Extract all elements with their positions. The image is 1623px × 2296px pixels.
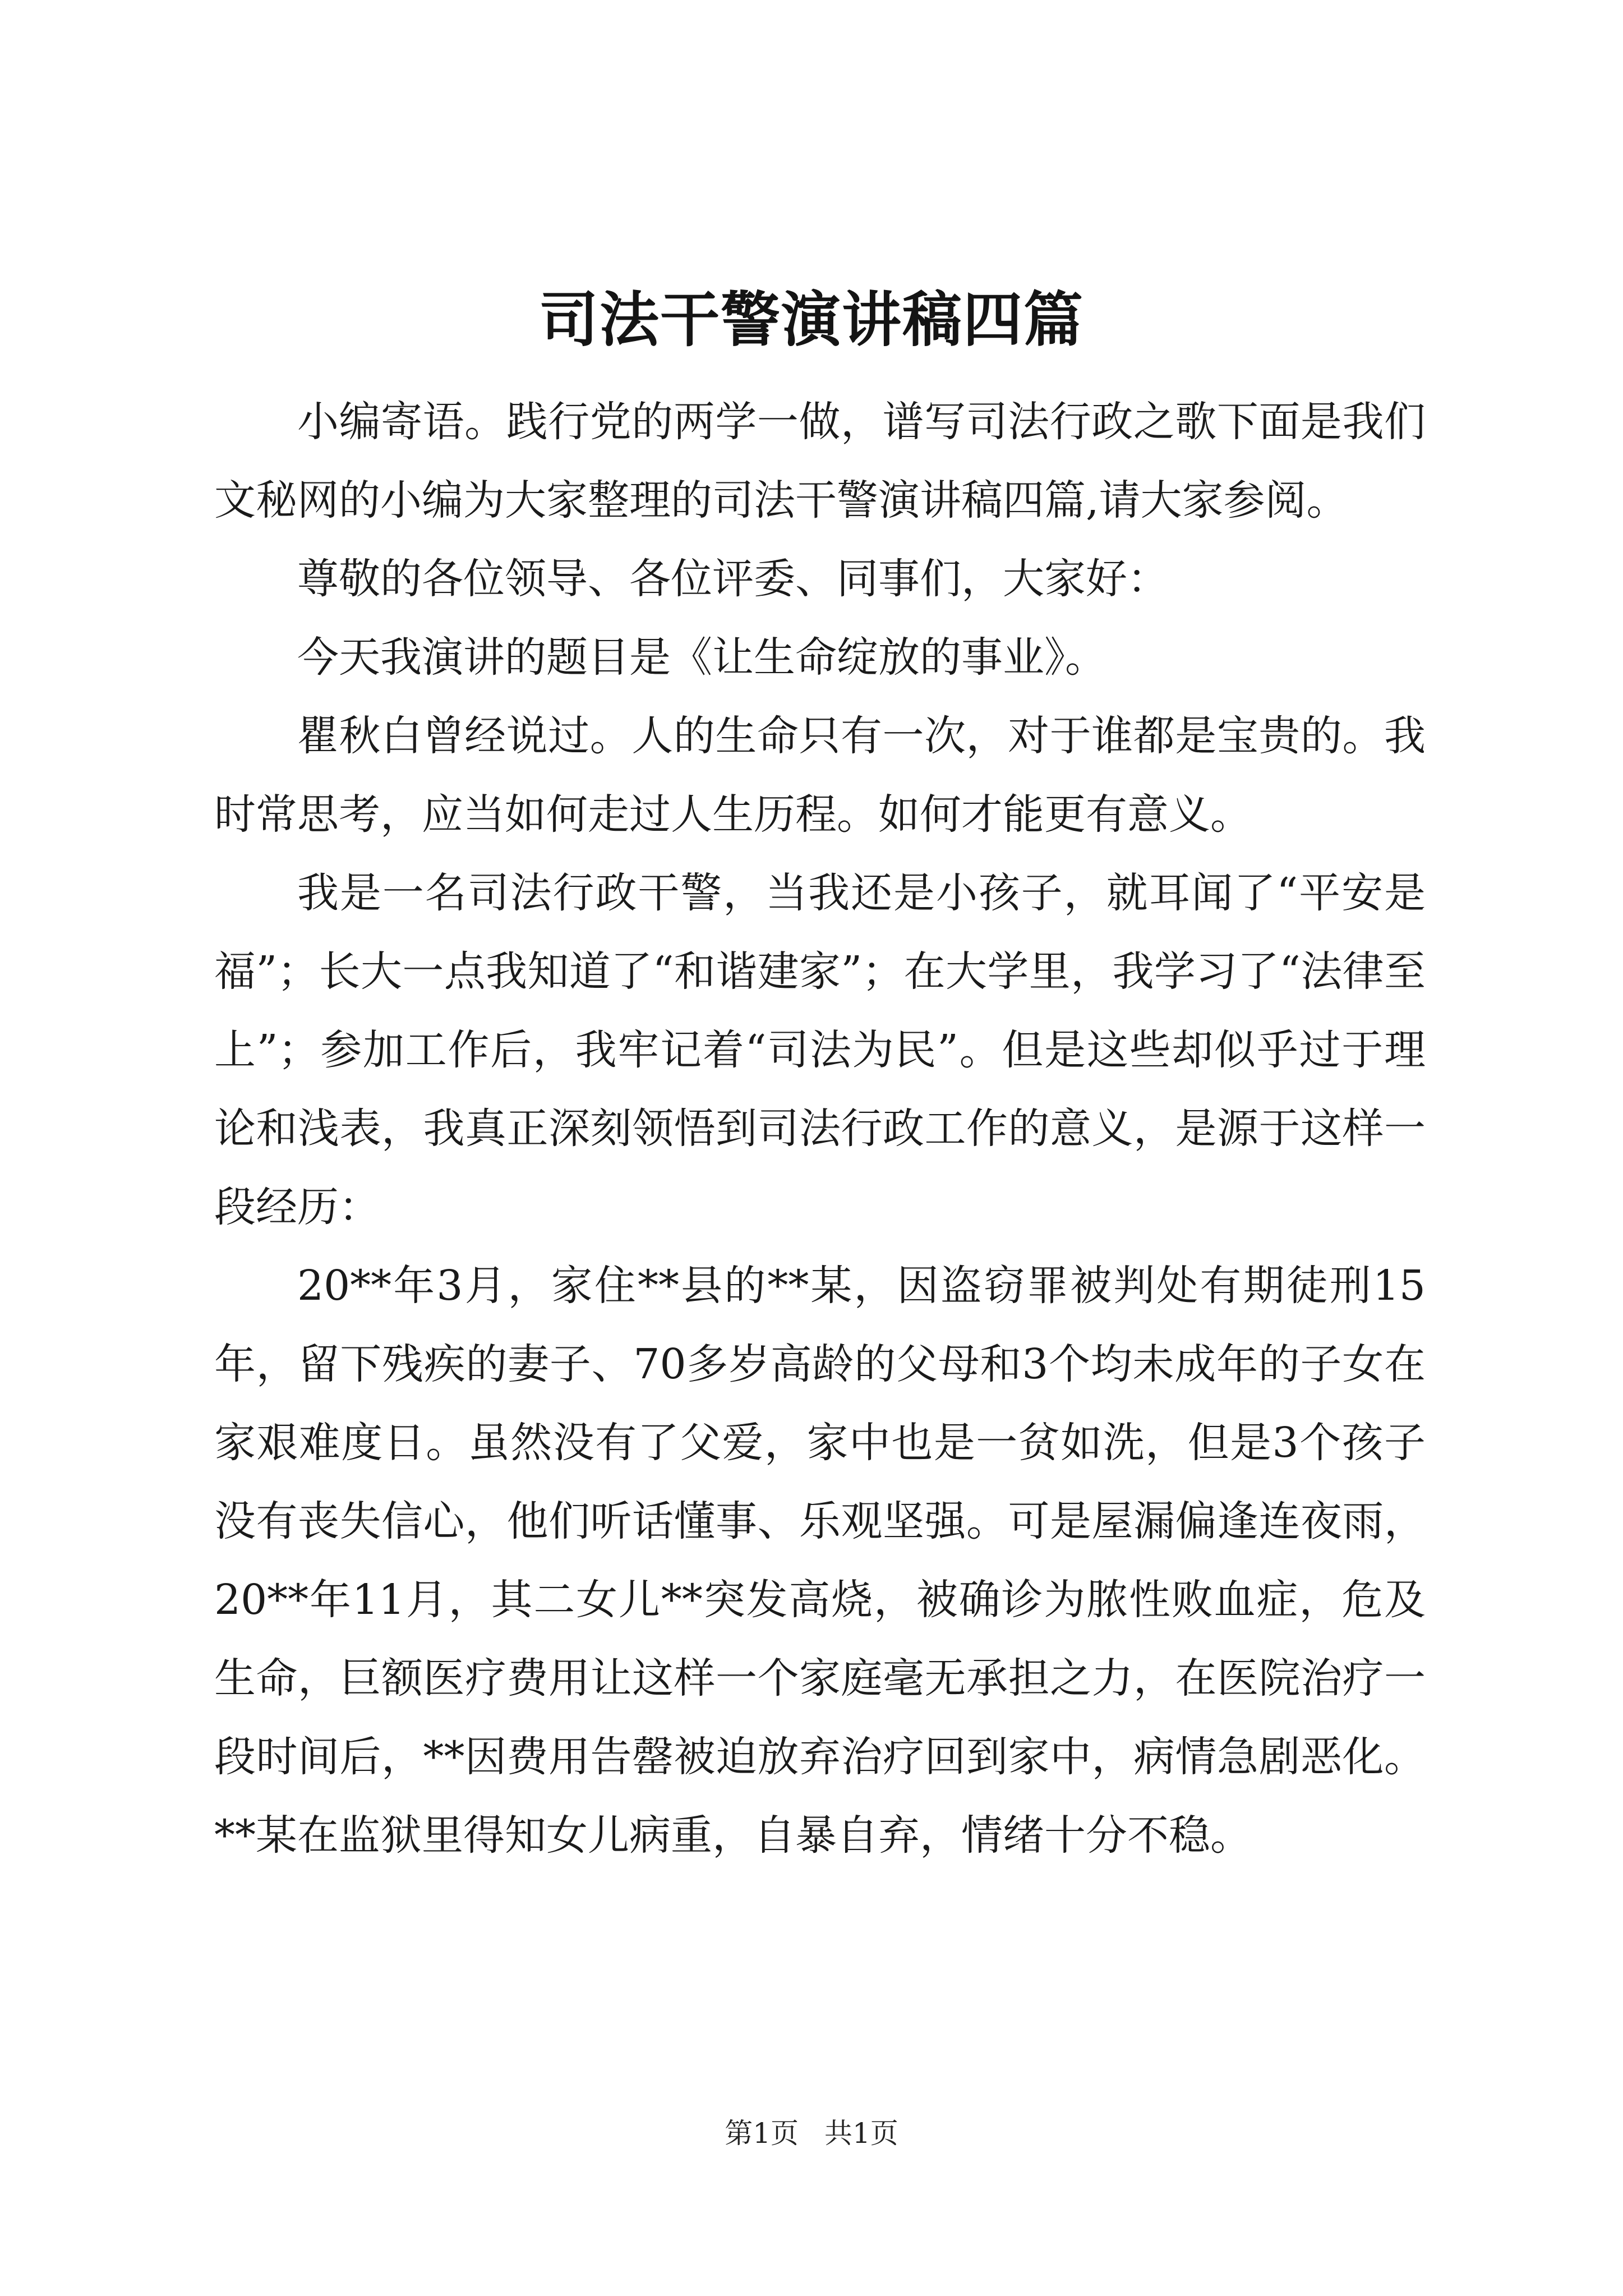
paragraph-topic: 今天我演讲的题目是《让生命绽放的事业》。 <box>297 633 1106 682</box>
paragraph-background: 我是一名司法行政干警，当我还是小孩子，就耳闻了“平安是福”；长大一点我知道了“和谐建家”；在大学里，我学习了“法律至上”；参加工作后，我牢记着“司法为民”。但是这些却似乎过于理论和浅表，我真正深刻领悟到司法行政工作的意义，是源于这样一段经历： <box>214 869 1426 1231</box>
paragraph-quote: 瞿秋白曾经说过。人的生命只有一次，对于谁都是宝贵的。我时常思考，应当如何走过人生历程。如何才能更有意义。 <box>214 712 1426 839</box>
paragraph-story: 20**年3月，家住**县的**某，因盗窃罪被判处有期徒刑15年，留下残疾的妻子、70多岁高龄的父母和3个均未成年的子女在家艰难度日。虽然没有了父爱，家中也是一贫如洗，但是3个孩子没有丧失信心，他们听话懂事、乐观坚强。可是屋漏偏逢连夜雨，20**年11月，其二女儿**突发高烧，被确诊为脓性败血症，危及生命，巨额医疗费用让这样一个家庭毫无承担之力，在医院治疗一段时间后，**因费用告罄被迫放弃治疗回到家中，病情急剧恶化。**某在监狱里得知女儿病重，自暴自弃，情绪十分不稳。 <box>214 1262 1426 1860</box>
document-title: 司法干警演讲稿四篇 <box>539 284 1084 355</box>
paragraph-intro: 小编寄语。践行党的两学一做，谱写司法行政之歌下面是我们文秘网的小编为大家整理的司法干警演讲稿四篇,请大家参阅。 <box>214 398 1426 524</box>
page-total: 共1页 <box>824 2117 898 2150</box>
page-number: 第1页 <box>725 2117 799 2150</box>
page-footer <box>0 2114 1623 2153</box>
paragraph-greeting: 尊敬的各位领导、各位评委、同事们，大家好： <box>297 555 1169 603</box>
document-body <box>214 383 1426 1875</box>
